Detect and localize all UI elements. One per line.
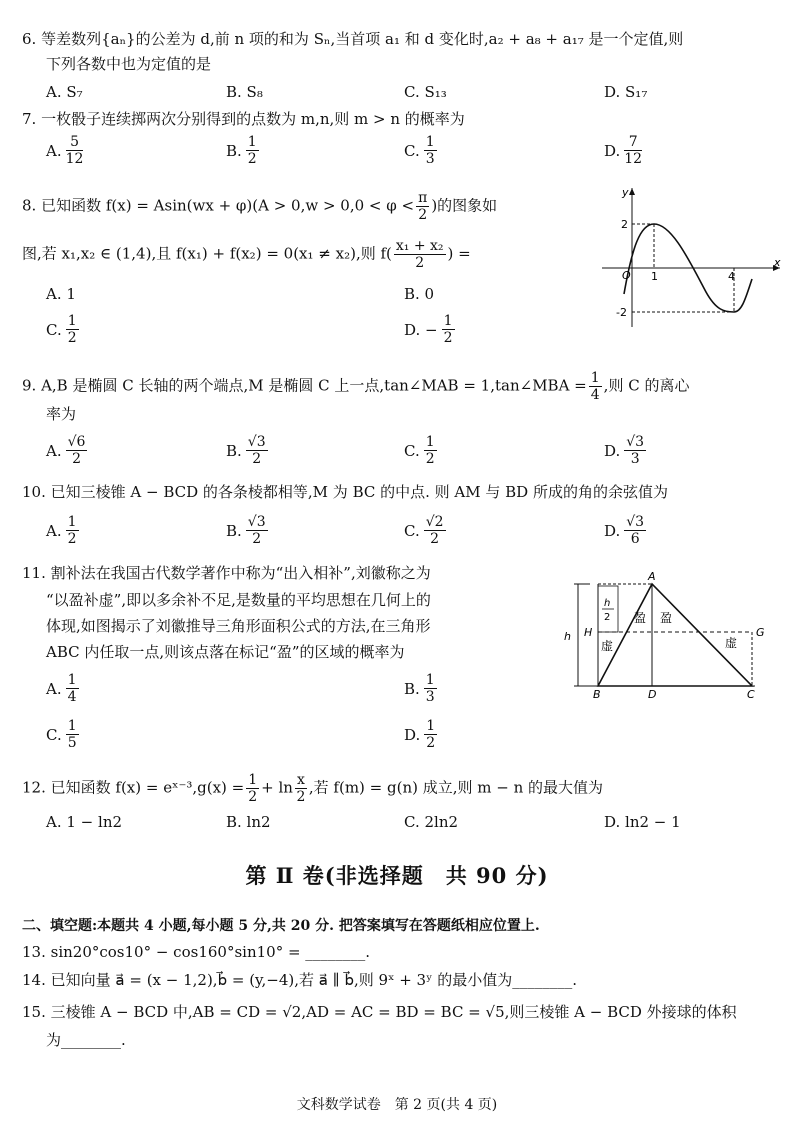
- q8-option-d: D. − $\frac{1}{2}$: [404, 313, 453, 346]
- fig-label-d: D: [648, 688, 657, 700]
- q10-option-d: D. $\frac{√3}{6}$: [604, 514, 645, 547]
- q11-stem-line2: “以盈补虚”,即以多余补不足,是数量的平均思想在几何上的: [46, 591, 431, 609]
- graph-tick-2: 2: [621, 218, 628, 231]
- q6-option-d: D. S₁₇: [604, 83, 648, 101]
- q6-stem-line1: 6. 等差数列{aₙ}的公差为 d,前 n 项的和为 Sₙ,当首项 a₁ 和 d 变化时,a₂ + a₈ + a₁₇ 是一个定值,则: [22, 30, 684, 48]
- q12-option-a: A. 1 − ln2: [46, 813, 123, 831]
- q11-option-a: A. $\frac{1}{4}$: [46, 672, 77, 705]
- fig-label-ying-right: 盈: [660, 611, 673, 625]
- q8-stem-line2: 图,若 x₁,x₂ ∈ (1,4),且 f(x₁) + f(x₂) = 0(x₁ ≠ x₂),则 f( $\frac{\text{x₁ + x₂}}{2}$ ) =: [22, 238, 471, 271]
- q8-stem-line1: 8. 已知函数 f(x) = Asin(wx + φ)(A > 0,w > 0,0 < φ < $\frac{\pi}{2}$ )的图象如: [22, 190, 498, 223]
- q8-sine-graph: [596, 182, 786, 332]
- fig-label-a: A: [648, 570, 656, 583]
- q7-option-d: D. $\frac{7}{12}$: [604, 134, 643, 167]
- q15-stem-line1: 15. 三棱锥 A − BCD 中,AB = CD = √2,AD = AC = BD = BC = √5,则三棱锥 A − BCD 外接球的体积: [22, 1003, 737, 1021]
- q7-stem: 7. 一枚骰子连续掷两次分别得到的点数为 m,n,则 m > n 的概率为: [22, 110, 465, 128]
- q9-option-d: D. $\frac{√3}{3}$: [604, 434, 645, 467]
- q15-stem-line2: 为________.: [46, 1031, 126, 1049]
- q6-option-a: A. S₇: [46, 83, 83, 101]
- fig-half-h-num: h: [604, 598, 611, 609]
- q11-option-d: D. $\frac{1}{2}$: [404, 718, 436, 751]
- q6-stem-line2: 下列各数中也为定值的是: [46, 55, 212, 73]
- q10-option-b: B. $\frac{√3}{2}$: [226, 514, 266, 547]
- q11-option-b: B. $\frac{1}{3}$: [404, 672, 435, 705]
- graph-origin-label: O: [622, 269, 631, 282]
- q6-option-c: C. S₁₃: [404, 83, 447, 101]
- q10-stem: 10. 已知三棱锥 A − BCD 的各条棱都相等,M 为 BC 的中点. 则 AM 与 BD 所成的角的余弦值为: [22, 483, 668, 501]
- fig-label-height: h: [564, 630, 571, 643]
- q10-option-c: C. $\frac{√2}{2}$: [404, 514, 444, 547]
- q12-option-b: B. ln2: [226, 813, 271, 831]
- graph-y-label: y: [622, 186, 629, 199]
- fig-label-xu-left: 虚: [601, 639, 614, 653]
- fig-label-h: H: [584, 626, 593, 639]
- q7-option-b: B. $\frac{1}{2}$: [226, 134, 257, 167]
- q8-option-a: A. 1: [46, 285, 76, 303]
- q9-option-c: C. $\frac{1}{2}$: [404, 434, 435, 467]
- graph-tick-neg2: -2: [616, 306, 627, 319]
- q7-option-a: A. $\frac{5}{12}$: [46, 134, 84, 167]
- part2-header: 二、填空题:本题共 4 小题,每小题 5 分,共 20 分. 把答案填写在答题纸相应位置上.: [22, 918, 540, 934]
- fig-label-xu-right: 虚: [725, 636, 738, 650]
- graph-tick-4: 4: [728, 270, 735, 283]
- graph-x-label: x: [774, 256, 781, 269]
- q10-option-a: A. $\frac{1}{2}$: [46, 514, 77, 547]
- q13-stem: 13. sin20°cos10° − cos160°sin10° = ________.: [22, 943, 371, 961]
- q6-option-b: B. S₈: [226, 83, 263, 101]
- section-title: 第 Ⅱ 卷(非选择题 共 90 分): [245, 863, 549, 888]
- q8-option-c: C. $\frac{1}{2}$: [46, 313, 77, 346]
- q12-stem: 12. 已知函数 f(x) = eˣ⁻³,g(x) = $\frac{1}{2}$ + ln $\frac{x}{2}$ ,若 f(m) = g(n) 成立,则 m − n 的最大值为: [22, 772, 604, 805]
- fig-label-g: G: [756, 626, 765, 639]
- q9-stem-line2: 率为: [46, 405, 77, 423]
- q11-stem-line1: 11. 割补法在我国古代数学著作中称为“出入相补”,刘徽称之为: [22, 564, 431, 582]
- q11-stem-line3: 体现,如图揭示了刘徽推导三角形面积公式的方法,在三角形: [46, 617, 431, 635]
- fig-label-c: C: [747, 688, 755, 700]
- q11-triangle-figure: [560, 570, 770, 700]
- q12-option-c: C. 2ln2: [404, 813, 459, 831]
- q9-option-a: A. $\frac{√6}{2}$: [46, 434, 86, 467]
- q9-stem-line1: 9. A,B 是椭圆 C 长轴的两个端点,M 是椭圆 C 上一点,tan∠MAB = 1,tan∠MBA = $\frac{1}{4}$ ,则 C 的离心: [22, 370, 690, 403]
- q11-stem-line4: ABC 内任取一点,则该点落在标记“盈”的区域的概率为: [46, 643, 405, 661]
- q11-option-c: C. $\frac{1}{5}$: [46, 718, 77, 751]
- q12-option-d: D. ln2 − 1: [604, 813, 681, 831]
- fig-label-b: B: [593, 688, 601, 700]
- q8-option-b: B. 0: [404, 285, 435, 303]
- fig-half-h-den: 2: [604, 612, 611, 623]
- q14-stem: 14. 已知向量 a⃗ = (x − 1,2),b⃗ = (y,−4),若 a⃗ ∥ b⃗,则 9ˣ + 3ʸ 的最小值为________.: [22, 971, 577, 989]
- fig-label-ying-left: 盈: [634, 611, 647, 625]
- page-footer: 文科数学试卷 第 2 页(共 4 页): [296, 1097, 498, 1113]
- q7-option-c: C. $\frac{1}{3}$: [404, 134, 435, 167]
- q9-option-b: B. $\frac{√3}{2}$: [226, 434, 266, 467]
- graph-tick-1: 1: [651, 270, 658, 283]
